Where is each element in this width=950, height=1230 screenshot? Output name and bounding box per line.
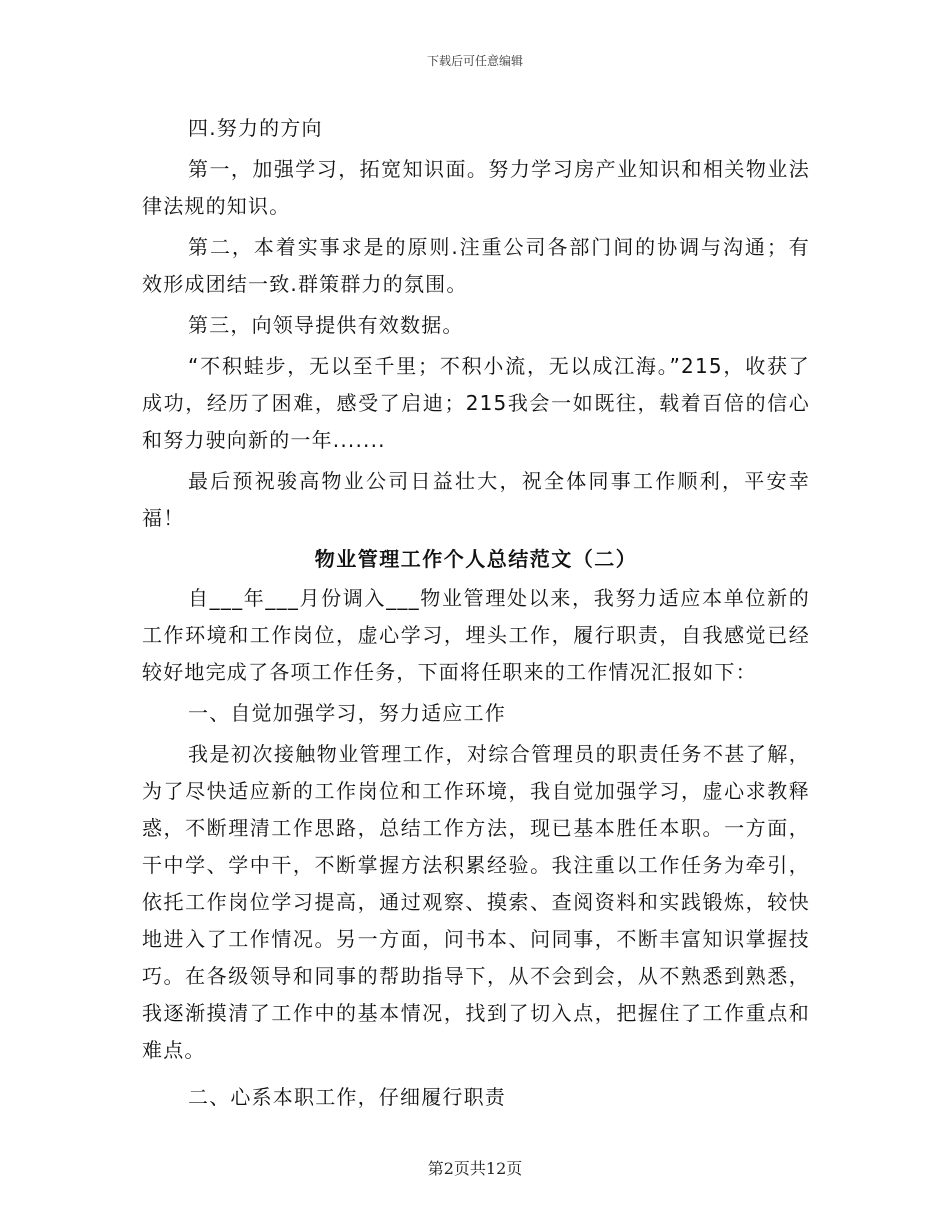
page-header: 下载后可任意编辑 <box>426 54 523 68</box>
section-heading: 二、心系本职工作，仔细履行职责 <box>188 1085 506 1109</box>
page-footer: 第2页共12页 <box>427 1159 523 1178</box>
section-heading: 四.努力的方向 <box>188 116 323 140</box>
paragraph: 第三，向领导提供有效数据。 <box>188 313 464 337</box>
paragraph: 第二，本着实事求是的原则.注重公司各部门间的协调与沟通；有效形成团结一致.群策群力的氛围。 <box>142 235 810 296</box>
paragraph: 第一，加强学习，拓宽知识面。努力学习房产业知识和相关物业法律法规的知识。 <box>142 157 810 218</box>
document-title: 物业管理工作个人总结范文（二） <box>314 547 638 571</box>
paragraph: 自___年___月份调入___物业管理处以来，我努力适应本单位新的工作环境和工作岗位，虚心学习，埋头工作，履行职责，自我感觉已经较好地完成了各项工作任务，下面将任职来的工作情况汇报如下： <box>142 586 810 684</box>
paragraph: 我是初次接触物业管理工作，对综合管理员的职责任务不甚了解，为了尽快适应新的工作岗位和工作环境，我自觉加强学习，虚心求教释惑，不断理清工作思路，总结工作方法，现已基本胜任本职。一方面，干中学、学中干，不断掌握方法积累经验。我注重以工作任务为牵引，依托工作岗位学习提高，通过观察、摸索、查阅资料和实践锻炼，较快地进入了工作情况。另一方面，问书本、问同事，不断丰富知识掌握技巧。在各级领导和同事的帮助指导下，从不会到会，从不熟悉到熟悉，我逐渐摸清了工作中的基本情况，找到了切入点，把握住了工作重点和难点。 <box>142 742 810 1062</box>
document-body <box>142 110 810 1120</box>
section-heading: 一、自觉加强学习，努力适应工作 <box>188 701 506 725</box>
paragraph: 最后预祝骏高物业公司日益壮大，祝全体同事工作顺利，平安幸福！ <box>142 469 810 530</box>
paragraph: “不积蛙步，无以至千里；不积小流，无以成江海。”215，收获了成功，经历了困难，感受了启迪；215我会一如既往，载着百倍的信心和努力驶向新的一年....... <box>142 354 810 452</box>
